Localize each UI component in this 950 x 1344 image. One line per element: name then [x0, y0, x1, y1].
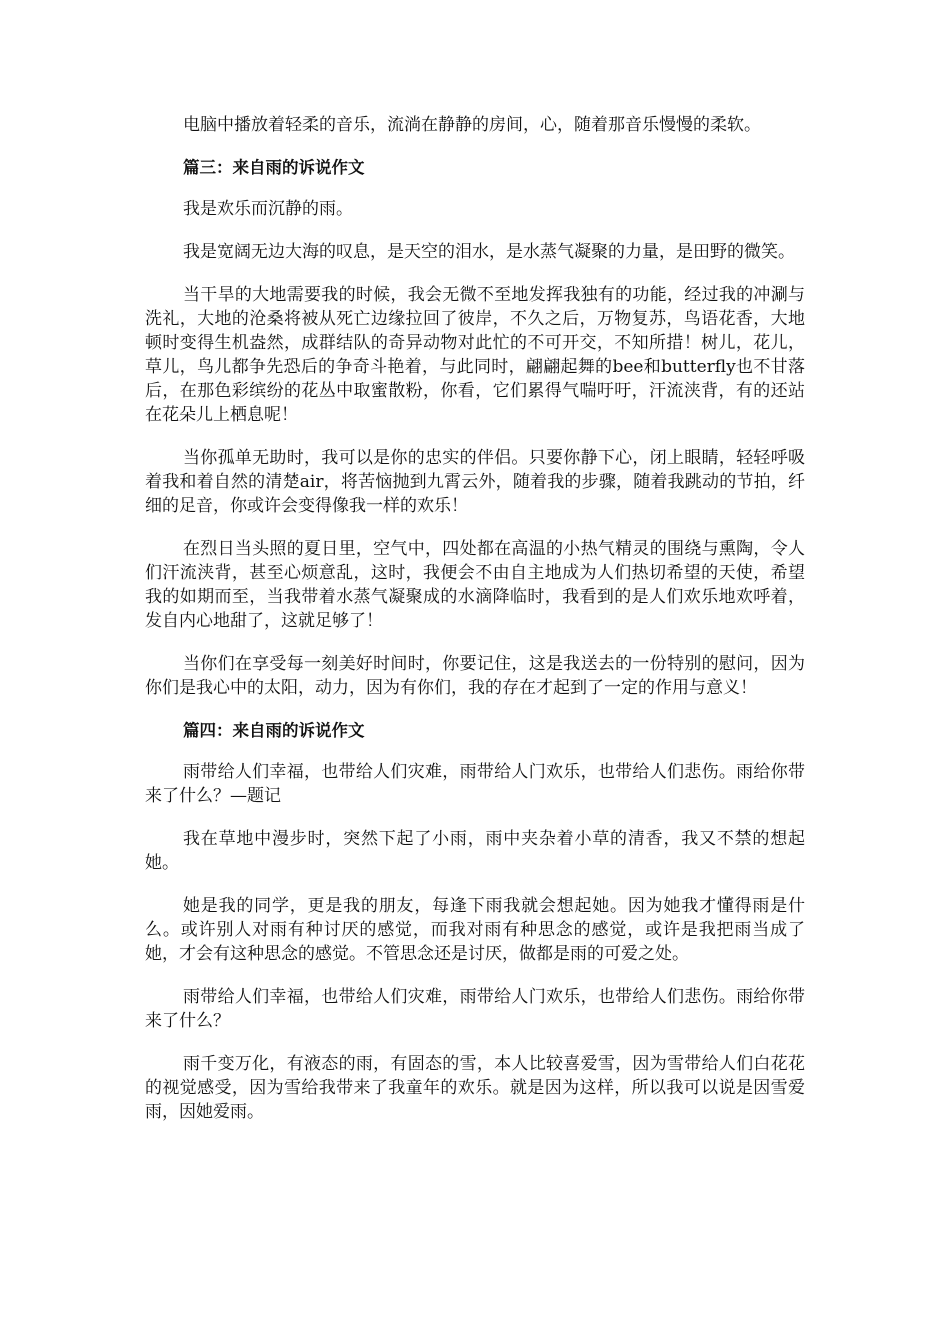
paragraph: 电脑中播放着轻柔的音乐，流淌在静静的房间，心，随着那音乐慢慢的柔软。: [183, 115, 761, 135]
paragraph: 雨带给人们幸福，也带给人们灾难，雨带给人门欢乐，也带给人们悲伤。雨给你带来了什么？—题记: [145, 762, 805, 806]
paragraph: 我是宽阔无边大海的叹息，是天空的泪水，是水蒸气凝聚的力量，是田野的微笑。: [183, 242, 795, 262]
paragraph: 在烈日当头照的夏日里，空气中，四处都在高温的小热气精灵的围绕与熏陶，令人们汗流浃背，甚至心烦意乱，这时，我便会不由自主地成为人们热切希望的天使，希望我的如期而至，当我带着水蒸气凝聚成的水滴降临时，我看到的是人们欢乐地欢呼着，发自内心地甜了，这就足够了！: [145, 539, 805, 631]
paragraph: 雨带给人们幸福，也带给人们灾难，雨带给人门欢乐，也带给人们悲伤。雨给你带来了什么？: [145, 987, 805, 1031]
section-heading: 篇三：来自雨的诉说作文: [183, 158, 365, 177]
section-heading: 篇四：来自雨的诉说作文: [183, 721, 365, 740]
paragraph: 当干旱的大地需要我的时候，我会无微不至地发挥我独有的功能，经过我的冲涮与洗礼，大地的沧桑将被从死亡边缘拉回了彼岸，不久之后，万物复苏，鸟语花香，大地顿时变得生机盎然，成群结队的奇异动物对此忙的不可开交，不知所措！树儿，花儿，草儿，鸟儿都争先恐后的争奇斗艳着，与此同时，翩翩起舞的bee和butterfly也不甘落后，在那色彩缤纷的花丛中取蜜散粉，你看，它们累得气喘吁吁，汗流浃背，有的还站在花朵儿上栖息呢！: [145, 285, 805, 425]
paragraph: 当你们在享受每一刻美好时间时，你要记住，这是我送去的一份特别的慰问，因为你们是我心中的太阳，动力，因为有你们，我的存在才起到了一定的作用与意义！: [145, 654, 805, 698]
paragraph: 当你孤单无助时，我可以是你的忠实的伴侣。只要你静下心，闭上眼睛，轻轻呼吸着我和着自然的清楚air，将苦恼抛到九霄云外，随着我的步骤，随着我跳动的节拍，纤细的足音，你或许会变得像我一样的欢乐！: [145, 448, 805, 516]
paragraph: 我是欢乐而沉静的雨。: [183, 199, 353, 219]
paragraph: 雨千变万化，有液态的雨，有固态的雪，本人比较喜爱雪，因为雪带给人们白花花的视觉感受，因为雪给我带来了我童年的欢乐。就是因为这样，所以我可以说是因雪爱雨，因她爱雨。: [145, 1054, 805, 1122]
document-body: [145, 113, 805, 1143]
paragraph: 她是我的同学，更是我的朋友，每逢下雨我就会想起她。因为她我才懂得雨是什么。或许别人对雨有种讨厌的感觉，而我对雨有种思念的感觉，或许是我把雨当成了她，才会有这种思念的感觉。不管思念还是讨厌，做都是雨的可爱之处。: [145, 896, 805, 964]
paragraph: 我在草地中漫步时，突然下起了小雨，雨中夹杂着小草的清香，我又不禁的想起她。: [145, 829, 805, 873]
